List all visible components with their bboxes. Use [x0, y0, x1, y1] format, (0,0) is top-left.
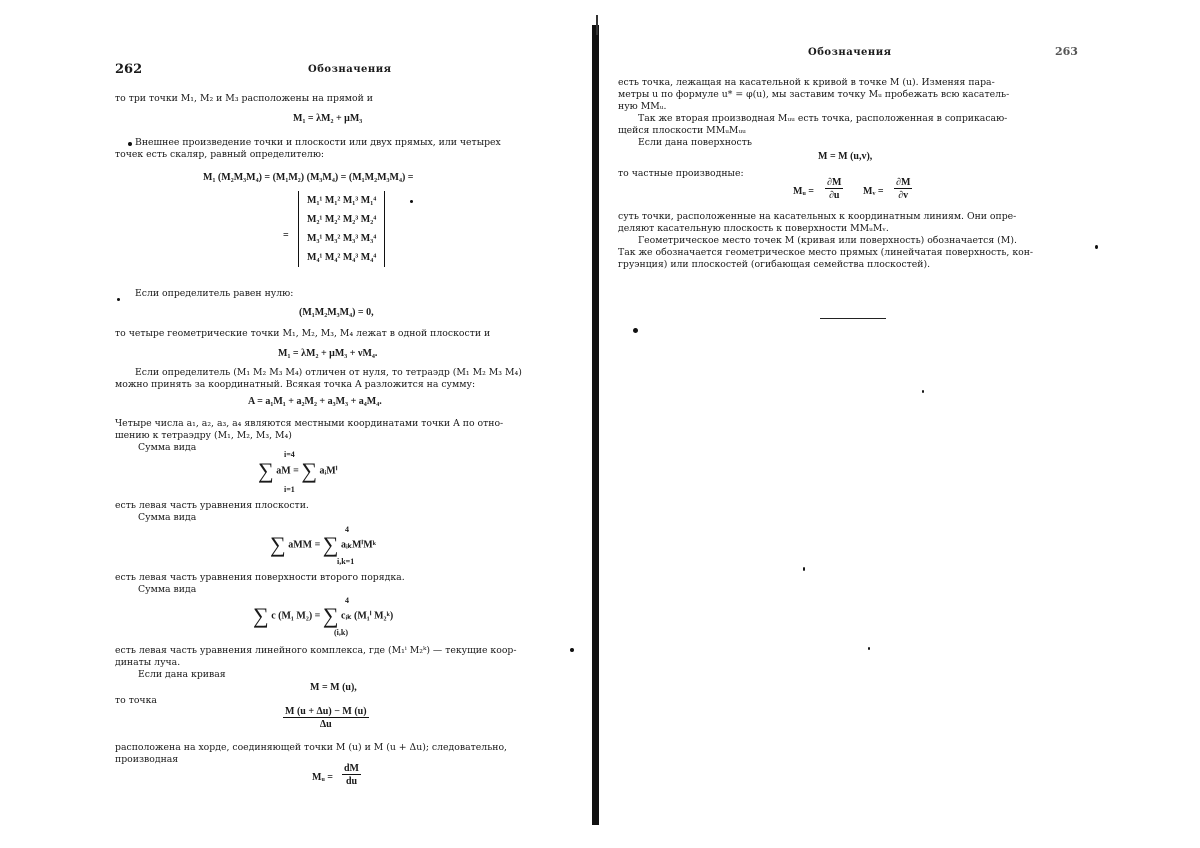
det-row: M₂¹ M₂² M₂³ M₂⁴ — [307, 214, 377, 225]
left-page — [0, 0, 594, 848]
text-line: то три точки M₁, M₂ и M₃ расположены на прямой и — [115, 93, 373, 104]
text-line: Если дана кривая — [138, 669, 226, 680]
sum-lhs: c (M₁ M₂) = — [271, 610, 321, 622]
fraction-numerator: ∂M — [896, 177, 911, 188]
text-line: груэнция) или плоскостей (огибающая семейства плоскостей). — [618, 259, 931, 270]
text-line: расположена на хорде, соединяющей точки M (u) и M (u + Δu); следовательно, — [115, 742, 507, 753]
text-line: точек есть скаляр, равный определителю: — [115, 149, 325, 160]
text-line: метры u по формуле u* = φ(u), мы заставим точку Mᵤ пробежать всю касатель- — [618, 89, 1010, 100]
sum-rhs: cᵢₖ (M₁ⁱ M₂ᵏ) — [341, 610, 394, 622]
text-line: то четыре геометрические точки M₁, M₂, M₃, M₄ лежат в одной плоскости и — [115, 328, 491, 339]
text-line: деляют касательную плоскость к поверхности MMᵤMᵥ. — [618, 223, 889, 234]
sum-limit-top: 4 — [345, 596, 349, 605]
text-line: можно принять за координатный. Всякая точка A разложится на сумму: — [115, 379, 476, 390]
formula-chord — [283, 706, 369, 730]
text-line: то частные производные: — [618, 168, 744, 179]
running-header-right: Обозначения — [808, 47, 892, 58]
scan-speck — [803, 567, 805, 571]
sigma-symbol: ∑ — [253, 603, 269, 628]
formula-ext-product: M₁ (M₂M₃M₄) = (M₁M₂) (M₃M₄) = (M₁M₂M₃M₄) = — [203, 172, 414, 183]
text-line: Если определитель (M₁ M₂ M₃ M₄) отличен от нуля, то тетраэдр (M₁ M₂ M₃ M₄) — [135, 367, 522, 378]
text-line: есть левая часть уравнения поверхности второго порядка. — [115, 572, 405, 583]
sigma-symbol: ∑ — [270, 532, 286, 557]
sum-limit-bottom: (i,k) — [334, 628, 348, 637]
sigma-symbol: ∑ — [322, 532, 339, 557]
fraction-denominator: ∂v — [898, 190, 909, 201]
formula-line-point: M₁ = λM₂ + μM₃ — [293, 113, 363, 124]
determinant-matrix — [298, 191, 385, 267]
text-line: Так же вторая производная Mᵤᵤ есть точка, расположенная в соприкасаю- — [638, 113, 1008, 124]
sum-lhs: aM = — [276, 465, 299, 477]
text-line: Так же обозначается геометрическое место прямых (линейчатая поверхность, кон- — [618, 247, 1034, 258]
running-header-left: Обозначения — [308, 64, 392, 75]
formula-derivative-lhs: Mᵤ = — [312, 772, 333, 783]
fraction-denominator: du — [345, 776, 358, 787]
text-line: производная — [115, 754, 179, 765]
formula-plane-point: M₁ = λM₂ + μM₃ + νM₄. — [278, 348, 378, 359]
fraction-denominator: ∂u — [828, 190, 840, 201]
page-number-left: 262 — [115, 62, 143, 77]
fraction-denominator: Δu — [319, 719, 332, 730]
formula-sum-plane — [258, 458, 338, 484]
scan-speck — [570, 648, 574, 652]
scan-speck — [117, 298, 120, 301]
scan-speck — [128, 142, 132, 146]
sum-rhs: aᵢₖMⁱMᵏ — [340, 539, 377, 551]
sigma-symbol: ∑ — [258, 458, 274, 483]
sum-limit-top: 4 — [345, 525, 349, 534]
formula-partial-v — [894, 177, 912, 201]
text-line: динаты луча. — [115, 657, 181, 668]
scan-speck — [410, 200, 413, 203]
sum-lhs: aMM = — [288, 539, 321, 551]
text-line: Если дана поверхность — [638, 137, 752, 148]
sigma-symbol: ∑ — [322, 603, 339, 628]
scan-speck — [868, 647, 870, 650]
formula-surface: M = M (u,v), — [818, 151, 873, 162]
right-page — [600, 0, 1200, 848]
text-line: Сумма вида — [138, 584, 197, 595]
end-rule — [820, 318, 886, 319]
fraction-numerator: ∂M — [827, 177, 842, 188]
formula-partial-u — [825, 177, 843, 201]
formula-sum-quadric — [270, 532, 376, 558]
sum-limit-bottom: i=1 — [284, 485, 295, 494]
text-line: Четыре числа a₁, a₂, a₃, a₄ являются местными координатами точки A по отно- — [115, 418, 504, 429]
sigma-symbol: ∑ — [301, 458, 318, 483]
text-line: Геометрическое место точек M (кривая или поверхность) обозначается (M). — [638, 235, 1017, 246]
text-line: шению к тетраэдру (M₁, M₂, M₃, M₄) — [115, 430, 292, 441]
book-spine — [592, 25, 599, 825]
formula-curve: M = M (u), — [310, 682, 357, 693]
formula-derivative — [342, 763, 361, 787]
formula-partial-u-lhs: Mᵤ = — [793, 186, 814, 197]
text-line: есть левая часть уравнения плоскости. — [115, 500, 309, 511]
sum-limit-bottom: i,k=1 — [337, 557, 355, 566]
text-line: есть левая часть уравнения линейного комплекса, где (M₁ⁱ M₂ᵏ) — текущие коор- — [115, 645, 517, 656]
text-line: Сумма вида — [138, 442, 197, 453]
scan-speck — [922, 390, 924, 393]
text-line: Сумма вида — [138, 512, 197, 523]
text-line: то точка — [115, 695, 157, 706]
formula-zero-det: (M₁M₂M₃M₄) = 0, — [299, 307, 374, 318]
formula-decomposition: A = a₁M₁ + a₂M₂ + a₃M₃ + a₄M₄. — [248, 396, 382, 407]
text-line: Внешнее произведение точки и плоскости или двух прямых, или четырех — [135, 137, 501, 148]
sum-limit-top: i=4 — [284, 450, 295, 459]
text-line: суть точки, расположенные на касательных к координатным линиям. Они опре- — [618, 211, 1017, 222]
scan-speck — [633, 328, 638, 333]
sum-rhs: aᵢMⁱ — [319, 465, 338, 477]
formula-partial-v-lhs: Mᵥ = — [863, 186, 884, 197]
det-equals: = — [283, 230, 289, 241]
text-line: щейся плоскости MMᵤMᵤᵤ — [618, 125, 746, 136]
fraction-numerator: M (u + Δu) − M (u) — [285, 706, 367, 717]
formula-sum-complex — [253, 603, 393, 629]
text-line: ную MMᵤ. — [618, 101, 667, 112]
det-row: M₁¹ M₁² M₁³ M₁⁴ — [307, 195, 377, 206]
page-number-right: 263 — [1055, 45, 1078, 58]
text-line: есть точка, лежащая на касательной к кривой в точке M (u). Изменяя пара- — [618, 77, 995, 88]
book-spine-edge — [596, 15, 598, 35]
det-row: M₃¹ M₃² M₃³ M₃⁴ — [307, 233, 377, 244]
text-line: Если определитель равен нулю: — [135, 288, 294, 299]
scan-speck — [1095, 245, 1098, 249]
det-row: M₄¹ M₄² M₄³ M₄⁴ — [307, 252, 377, 263]
fraction-numerator: dM — [344, 763, 359, 774]
